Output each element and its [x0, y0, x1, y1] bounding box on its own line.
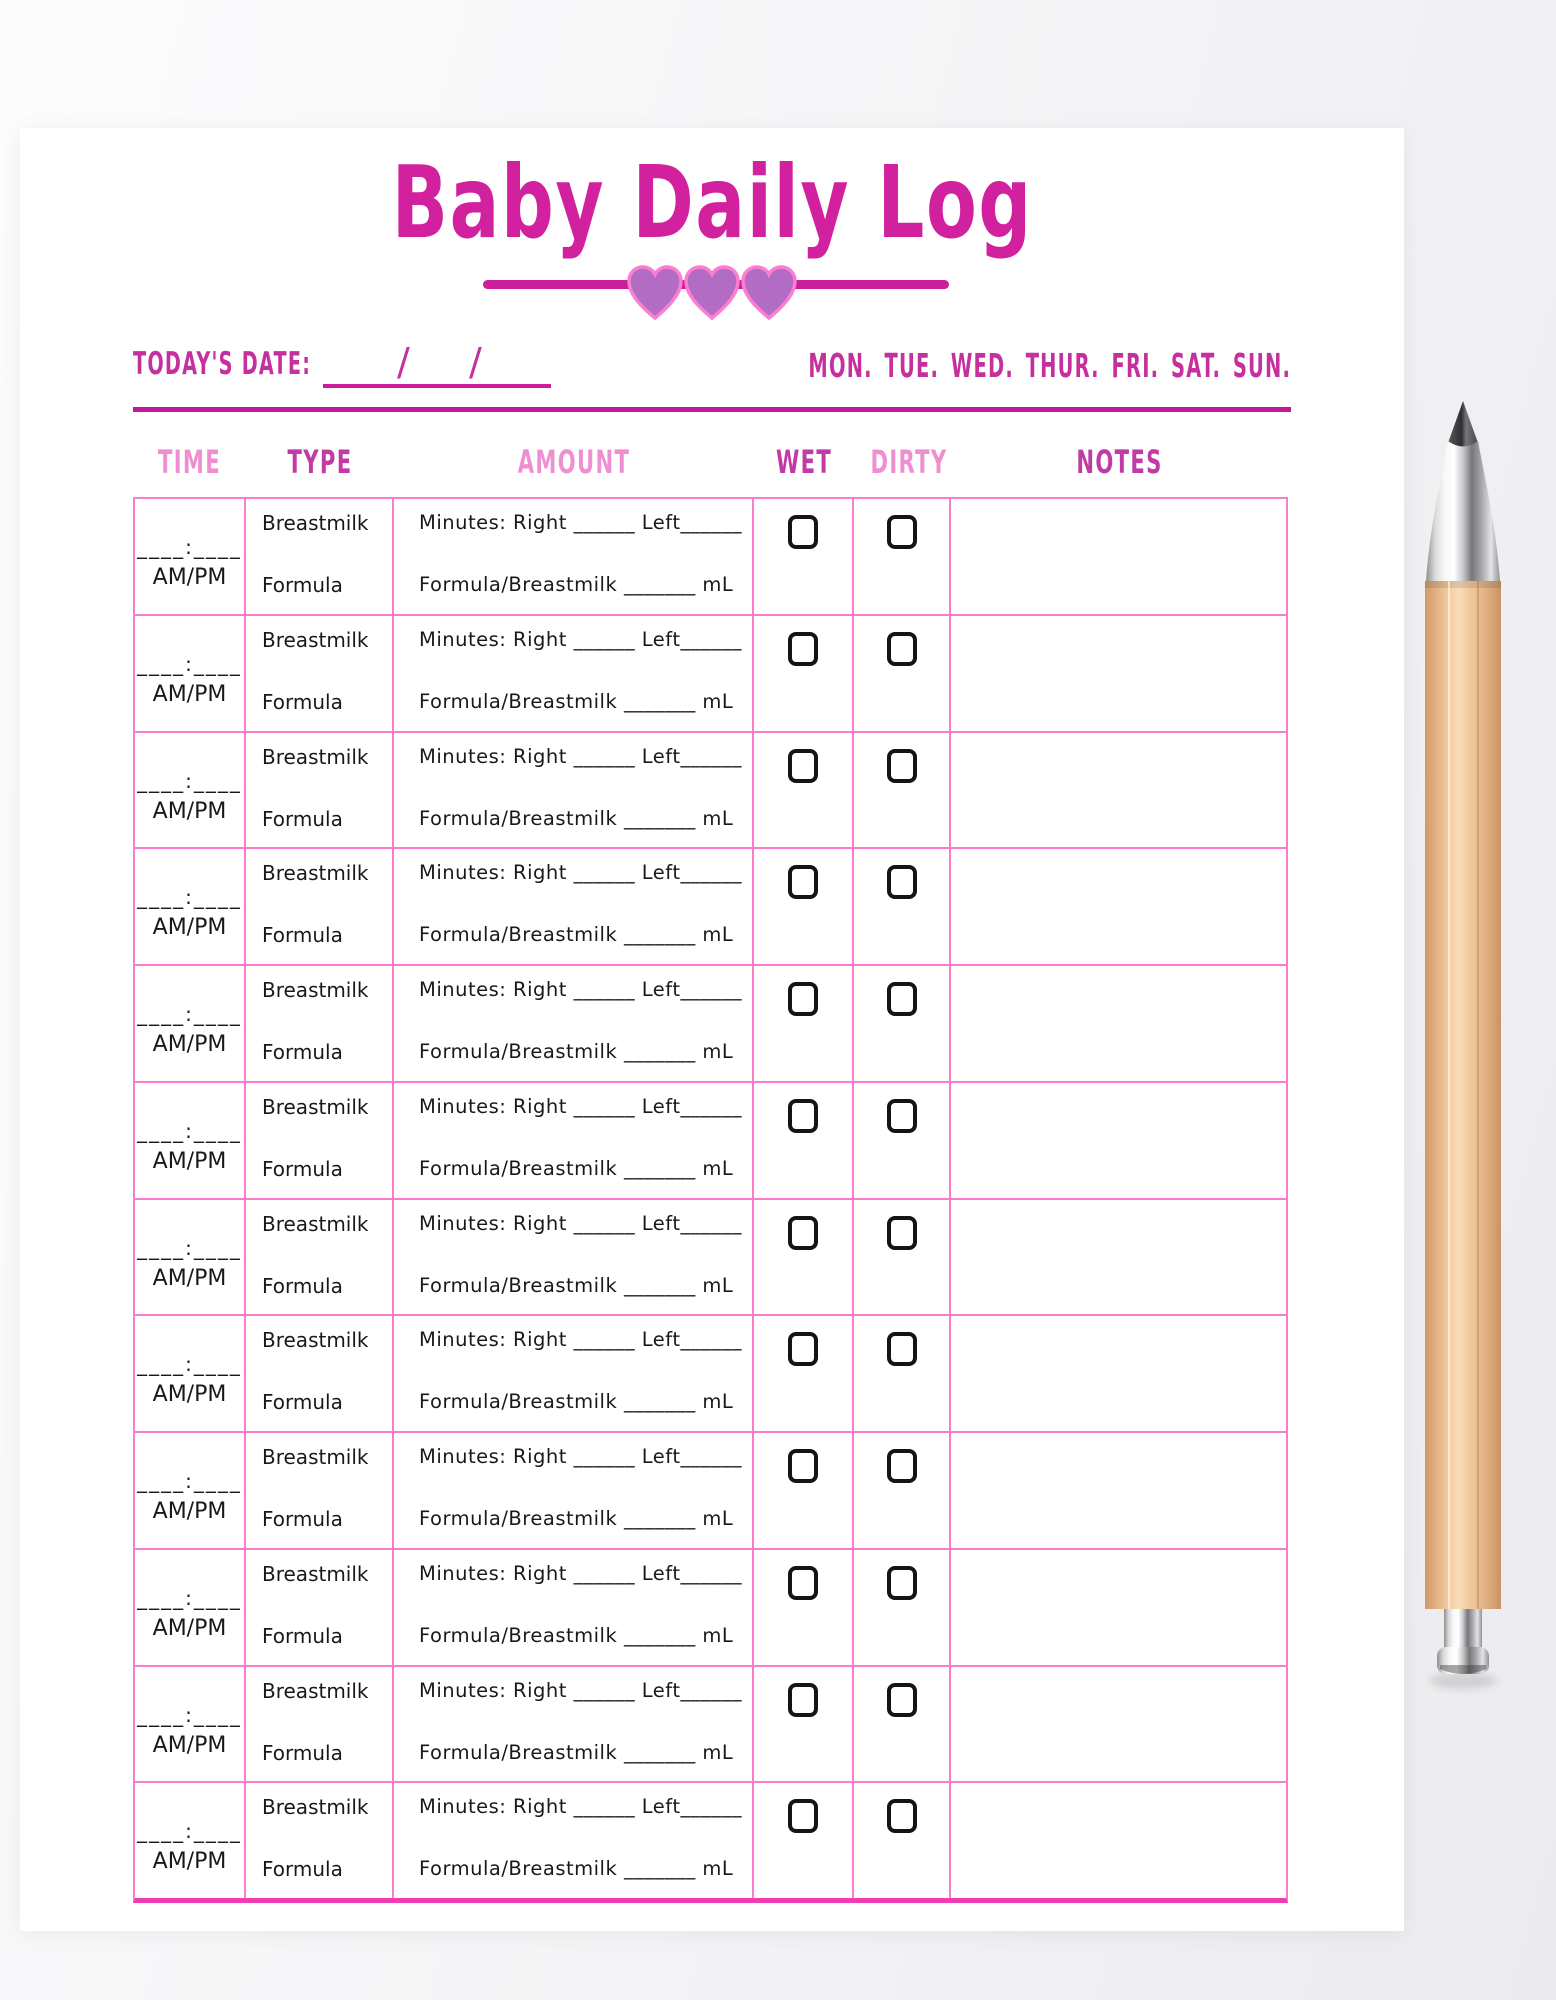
notes-cell[interactable]: [951, 1783, 1286, 1898]
type-cell: [246, 1667, 394, 1782]
wet-cell: [754, 499, 854, 614]
notes-cell[interactable]: [951, 849, 1286, 964]
dirty-checkbox[interactable]: [887, 982, 917, 1016]
time-cell: [135, 1316, 246, 1431]
ampm-label[interactable]: AM/PM: [152, 1499, 227, 1524]
type-breastmilk-option[interactable]: Breastmilk: [262, 1328, 369, 1353]
date-slash: /: [469, 340, 482, 384]
ampm-label[interactable]: AM/PM: [152, 1032, 227, 1057]
amount-cell: [394, 1667, 754, 1782]
dirty-checkbox[interactable]: [887, 1683, 917, 1717]
dirty-checkbox[interactable]: [887, 1332, 917, 1366]
ampm-label[interactable]: AM/PM: [152, 915, 227, 941]
amount-formula-line[interactable]: Formula/Breastmilk _______ mL: [419, 1507, 734, 1530]
time-cell: [135, 1200, 246, 1315]
dirty-checkbox[interactable]: [887, 1799, 917, 1833]
amount-cell: [394, 849, 754, 964]
wet-cell: [754, 1783, 854, 1898]
amount-cell: [394, 733, 754, 848]
table-header-row: [133, 434, 1288, 490]
type-breastmilk-option[interactable]: Breastmilk: [262, 511, 369, 535]
ampm-label[interactable]: AM/PM: [152, 1615, 227, 1641]
wet-checkbox[interactable]: [788, 1216, 818, 1250]
ampm-label[interactable]: AM/PM: [152, 1148, 227, 1174]
type-formula-option[interactable]: Formula: [262, 1507, 343, 1531]
table-row: [135, 616, 1286, 733]
date-slash: /: [397, 340, 410, 384]
ampm-label[interactable]: AM/PM: [152, 1265, 227, 1291]
notes-cell[interactable]: [951, 733, 1286, 848]
time-field[interactable]: ____:____: [137, 1235, 242, 1260]
type-formula-option[interactable]: Formula: [262, 923, 343, 948]
type-cell: [246, 1783, 394, 1898]
type-cell: [246, 1550, 394, 1665]
type-formula-option[interactable]: Formula: [262, 573, 343, 597]
ampm-label[interactable]: AM/PM: [152, 681, 227, 707]
dirty-checkbox[interactable]: [887, 632, 917, 666]
type-breastmilk-option[interactable]: Breastmilk: [262, 861, 369, 886]
table-row: [135, 733, 1286, 850]
dirty-cell: [854, 499, 951, 614]
type-cell: [246, 1200, 394, 1315]
type-cell: [246, 1433, 394, 1548]
date-row: [133, 338, 1291, 390]
day-label: WED.: [950, 346, 1014, 385]
dirty-checkbox[interactable]: [887, 749, 917, 783]
amount-formula-line[interactable]: Formula/Breastmilk _______ mL: [419, 1040, 734, 1063]
time-cell: [135, 1083, 246, 1198]
time-cell: [135, 616, 246, 731]
table-row: [135, 1200, 1286, 1317]
day-label: FRI.: [1111, 346, 1160, 385]
amount-formula-line[interactable]: Formula/Breastmilk _______ mL: [419, 1390, 734, 1414]
amount-minutes-line[interactable]: Minutes: Right ______ Left______: [419, 1561, 742, 1585]
dirty-checkbox[interactable]: [887, 515, 917, 549]
type-formula-option[interactable]: Formula: [262, 1740, 343, 1765]
amount-cell: [394, 1783, 754, 1898]
date-label: TODAY'S DATE:: [133, 346, 312, 382]
amount-cell: [394, 616, 754, 731]
time-field[interactable]: ____:____: [137, 1585, 242, 1610]
amount-minutes-line[interactable]: Minutes: Right ______ Left______: [419, 861, 742, 885]
time-cell: [135, 966, 246, 1081]
time-cell: [135, 1667, 246, 1782]
table-row: [135, 966, 1286, 1083]
time-field[interactable]: ____:____: [137, 1702, 242, 1727]
time-cell: [135, 733, 246, 848]
time-field[interactable]: ____:____: [137, 885, 242, 910]
amount-formula-line[interactable]: Formula/Breastmilk _______ mL: [419, 573, 734, 596]
amount-minutes-line[interactable]: Minutes: Right ______ Left______: [419, 1678, 742, 1702]
notes-cell[interactable]: [951, 1550, 1286, 1665]
amount-minutes-line[interactable]: Minutes: Right ______ Left______: [419, 1795, 742, 1819]
amount-formula-line[interactable]: Formula/Breastmilk _______ mL: [419, 923, 734, 947]
amount-cell: [394, 1200, 754, 1315]
ampm-label[interactable]: AM/PM: [152, 1382, 227, 1408]
type-cell: [246, 1083, 394, 1198]
dirty-cell: [854, 1200, 951, 1315]
wet-checkbox[interactable]: [788, 982, 818, 1016]
table-row: [135, 1783, 1286, 1898]
weekday-list: [808, 346, 1291, 385]
column-header-time: TIME: [158, 443, 221, 481]
dirty-cell: [854, 1433, 951, 1548]
dirty-cell: [854, 1316, 951, 1431]
type-cell: [246, 849, 394, 964]
dirty-cell: [854, 733, 951, 848]
time-field[interactable]: ____:____: [137, 1002, 242, 1026]
dirty-checkbox[interactable]: [887, 1449, 917, 1483]
table-row: [135, 1316, 1286, 1433]
table-row: [135, 499, 1286, 616]
notes-cell[interactable]: [951, 616, 1286, 731]
column-header-dirty: DIRTY: [870, 443, 948, 481]
wet-cell: [754, 733, 854, 848]
wet-cell: [754, 1316, 854, 1431]
wet-checkbox[interactable]: [788, 1566, 818, 1600]
type-cell: [246, 1316, 394, 1431]
type-formula-option[interactable]: Formula: [262, 1156, 343, 1181]
dirty-checkbox[interactable]: [887, 1099, 917, 1133]
type-formula-option[interactable]: Formula: [262, 689, 343, 714]
type-breastmilk-option[interactable]: Breastmilk: [262, 1445, 369, 1469]
type-breastmilk-option[interactable]: Breastmilk: [262, 1678, 369, 1703]
page-title: Baby Daily Log: [391, 144, 1033, 261]
column-header-wet: WET: [775, 443, 833, 481]
dirty-cell: [854, 616, 951, 731]
dirty-cell: [854, 1550, 951, 1665]
time-field[interactable]: ____:____: [137, 1118, 242, 1143]
paper-page: [20, 128, 1404, 1931]
amount-minutes-line[interactable]: Minutes: Right ______ Left______: [419, 1445, 742, 1468]
wet-cell: [754, 616, 854, 731]
horizontal-rule: [133, 407, 1291, 412]
column-header-notes: NOTES: [1076, 443, 1163, 481]
log-table: [133, 497, 1288, 1903]
amount-formula-line[interactable]: Formula/Breastmilk _______ mL: [419, 1156, 734, 1180]
dirty-cell: [854, 1667, 951, 1782]
amount-cell: [394, 499, 754, 614]
notes-cell[interactable]: [951, 1433, 1286, 1548]
amount-cell: [394, 1550, 754, 1665]
page-content: [133, 128, 1291, 1931]
amount-formula-line[interactable]: Formula/Breastmilk _______ mL: [419, 1740, 734, 1764]
wet-cell: [754, 1200, 854, 1315]
amount-formula-line[interactable]: Formula/Breastmilk _______ mL: [419, 1857, 734, 1881]
type-formula-option[interactable]: Formula: [262, 1623, 343, 1648]
type-breastmilk-option[interactable]: Breastmilk: [262, 1561, 369, 1586]
amount-minutes-line[interactable]: Minutes: Right ______ Left______: [419, 744, 742, 768]
ampm-label[interactable]: AM/PM: [152, 1849, 227, 1875]
time-cell: [135, 1783, 246, 1898]
table-row: [135, 1667, 1286, 1784]
heart-icon: [625, 262, 799, 324]
heart-divider: [133, 258, 1291, 328]
table-row: [135, 1550, 1286, 1667]
wet-checkbox[interactable]: [788, 1799, 818, 1833]
wet-cell: [754, 966, 854, 1081]
type-cell: [246, 499, 394, 614]
amount-minutes-line[interactable]: Minutes: Right ______ Left______: [419, 1328, 742, 1352]
wet-cell: [754, 849, 854, 964]
day-label: THUR.: [1025, 346, 1100, 385]
ampm-label[interactable]: AM/PM: [152, 798, 227, 824]
day-label: SUN.: [1232, 346, 1291, 385]
ampm-label[interactable]: AM/PM: [152, 1732, 227, 1758]
amount-cell: [394, 1083, 754, 1198]
wet-checkbox[interactable]: [788, 515, 818, 549]
type-breastmilk-option[interactable]: Breastmilk: [262, 1211, 369, 1236]
type-breastmilk-option[interactable]: Breastmilk: [262, 627, 369, 652]
amount-minutes-line[interactable]: Minutes: Right ______ Left______: [419, 1211, 742, 1235]
pencil-image: [1404, 395, 1522, 1695]
dirty-checkbox[interactable]: [887, 865, 917, 899]
type-formula-option[interactable]: Formula: [262, 806, 343, 831]
day-label: TUE.: [884, 346, 939, 385]
amount-minutes-line[interactable]: Minutes: Right ______ Left______: [419, 978, 742, 1001]
dirty-cell: [854, 1083, 951, 1198]
dirty-cell: [854, 1783, 951, 1898]
time-cell: [135, 1550, 246, 1665]
wet-checkbox[interactable]: [788, 865, 818, 899]
type-cell: [246, 733, 394, 848]
wet-cell: [754, 1550, 854, 1665]
table-row: [135, 849, 1286, 966]
table-row: [135, 1433, 1286, 1550]
wet-cell: [754, 1083, 854, 1198]
amount-formula-line[interactable]: Formula/Breastmilk _______ mL: [419, 806, 734, 830]
type-formula-option[interactable]: Formula: [262, 1390, 343, 1415]
table-row: [135, 1083, 1286, 1200]
amount-formula-line[interactable]: Formula/Breastmilk _______ mL: [419, 689, 734, 713]
type-breastmilk-option[interactable]: Breastmilk: [262, 744, 369, 769]
dirty-cell: [854, 849, 951, 964]
amount-minutes-line[interactable]: Minutes: Right ______ Left______: [419, 1094, 742, 1118]
dirty-cell: [854, 966, 951, 1081]
notes-cell[interactable]: [951, 1200, 1286, 1315]
type-formula-option[interactable]: Formula: [262, 1273, 343, 1298]
wet-checkbox[interactable]: [788, 1099, 818, 1133]
ampm-label[interactable]: AM/PM: [152, 565, 227, 590]
day-label: MON.: [808, 346, 873, 385]
amount-cell: [394, 1433, 754, 1548]
wet-checkbox[interactable]: [788, 1449, 818, 1483]
wet-cell: [754, 1667, 854, 1782]
type-cell: [246, 616, 394, 731]
notes-cell[interactable]: [951, 1316, 1286, 1431]
time-field[interactable]: ____:____: [137, 1819, 242, 1844]
day-label: SAT.: [1170, 346, 1221, 385]
amount-cell: [394, 966, 754, 1081]
amount-minutes-line[interactable]: Minutes: Right ______ Left______: [419, 627, 742, 651]
time-field[interactable]: ____:____: [137, 1469, 242, 1493]
amount-cell: [394, 1316, 754, 1431]
type-breastmilk-option[interactable]: Breastmilk: [262, 978, 369, 1002]
time-cell: [135, 499, 246, 614]
notes-cell[interactable]: [951, 499, 1286, 614]
time-field[interactable]: ____:____: [137, 768, 242, 793]
wet-cell: [754, 1433, 854, 1548]
column-header-amount: AMOUNT: [517, 443, 631, 481]
notes-cell[interactable]: [951, 1667, 1286, 1782]
dirty-checkbox[interactable]: [887, 1566, 917, 1600]
type-cell: [246, 966, 394, 1081]
time-field[interactable]: ____:____: [137, 1352, 242, 1377]
wet-checkbox[interactable]: [788, 1683, 818, 1717]
time-field[interactable]: ____:____: [137, 535, 242, 559]
notes-cell[interactable]: [951, 966, 1286, 1081]
amount-minutes-line[interactable]: Minutes: Right ______ Left______: [419, 511, 742, 534]
type-breastmilk-option[interactable]: Breastmilk: [262, 1795, 369, 1820]
amount-formula-line[interactable]: Formula/Breastmilk _______ mL: [419, 1623, 734, 1647]
wet-checkbox[interactable]: [788, 632, 818, 666]
wet-checkbox[interactable]: [788, 749, 818, 783]
wet-checkbox[interactable]: [788, 1332, 818, 1366]
time-cell: [135, 1433, 246, 1548]
type-breastmilk-option[interactable]: Breastmilk: [262, 1094, 369, 1119]
time-cell: [135, 849, 246, 964]
notes-cell[interactable]: [951, 1083, 1286, 1198]
type-formula-option[interactable]: Formula: [262, 1857, 343, 1882]
type-formula-option[interactable]: Formula: [262, 1040, 343, 1064]
time-field[interactable]: ____:____: [137, 651, 242, 676]
date-input-line[interactable]: [323, 338, 551, 388]
amount-formula-line[interactable]: Formula/Breastmilk _______ mL: [419, 1273, 734, 1297]
column-header-type: TYPE: [287, 443, 353, 481]
dirty-checkbox[interactable]: [887, 1216, 917, 1250]
